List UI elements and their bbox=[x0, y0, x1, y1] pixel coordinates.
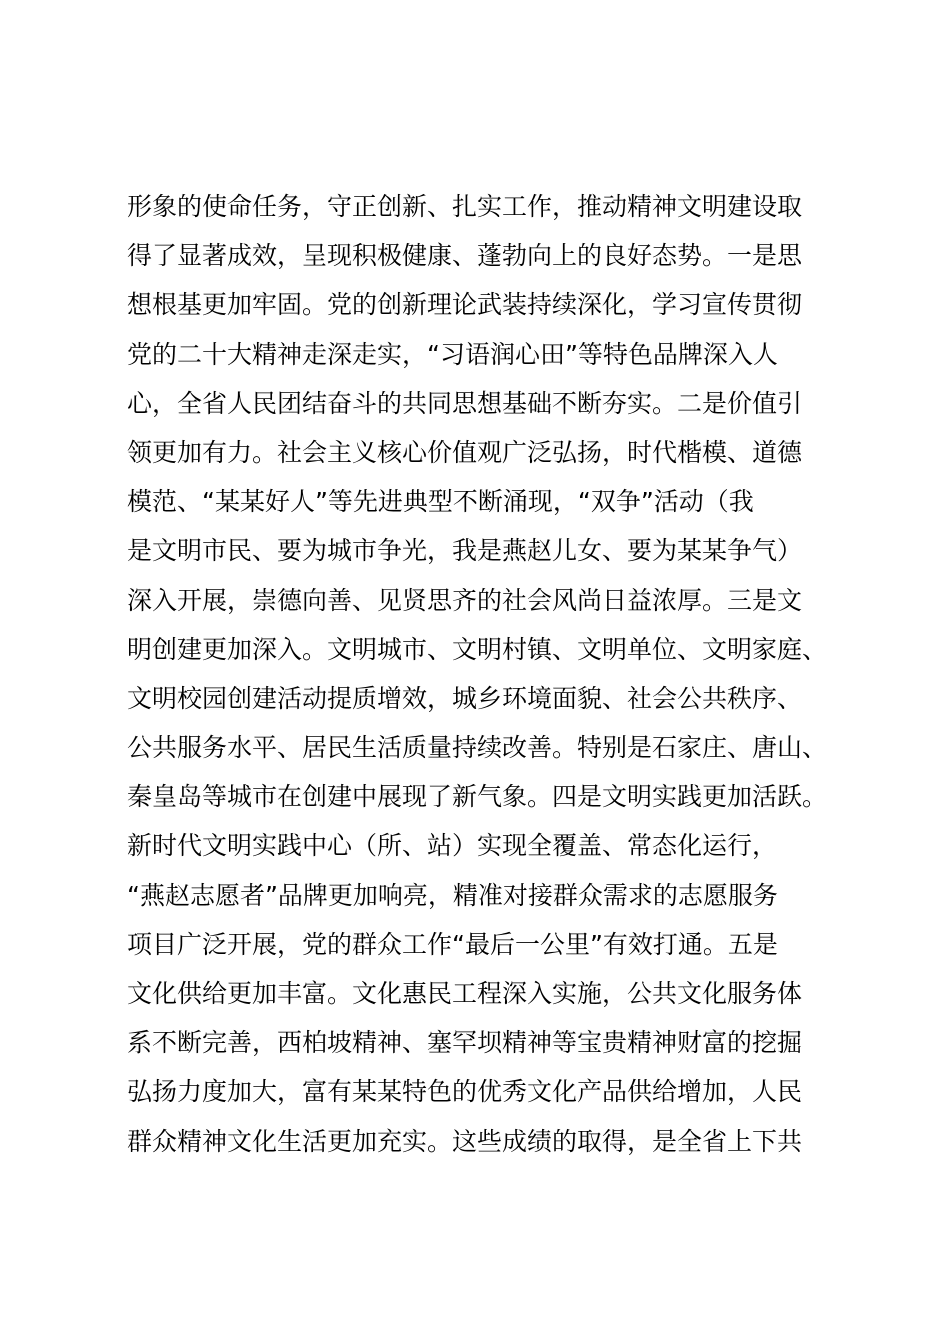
text-line: 深入开展，崇德向善、见贤思齐的社会风尚日益浓厚。三是文 bbox=[127, 585, 803, 615]
text-line: 领更加有力。社会主义核心价值观广泛弘扬，时代楷模、道德 bbox=[127, 437, 803, 467]
text-line: 文明校园创建活动提质增效，城乡环境面貌、社会公共秩序、 bbox=[127, 683, 803, 713]
text-line: 得了显著成效，呈现积极健康、蓬勃向上的良好态势。一是思 bbox=[127, 241, 803, 271]
text-line: 新时代文明实践中心（所、站）实现全覆盖、常态化运行， bbox=[127, 831, 778, 861]
text-line: 党的二十大精神走深走实，“习语润心田”等特色品牌深入人 bbox=[127, 339, 778, 369]
text-line: 弘扬力度加大，富有某某特色的优秀文化产品供给增加，人民 bbox=[127, 1077, 803, 1107]
text-line: 群众精神文化生活更加充实。这些成绩的取得，是全省上下共 bbox=[127, 1126, 803, 1156]
text-line: 公共服务水平、居民生活质量持续改善。特别是石家庄、唐山、 bbox=[127, 733, 828, 763]
text-line: 想根基更加牢固。党的创新理论武装持续深化，学习宣传贯彻 bbox=[127, 290, 803, 320]
text-line: 心，全省人民团结奋斗的共同思想基础不断夯实。二是价值引 bbox=[127, 388, 803, 418]
text-line: 文化供给更加丰富。文化惠民工程深入实施，公共文化服务体 bbox=[127, 979, 803, 1008]
body-paragraph bbox=[127, 182, 847, 1166]
text-line: 是文明市民、要为城市争光，我是燕赵儿女、要为某某争气） bbox=[127, 536, 803, 566]
text-line: 秦皇岛等城市在创建中展现了新气象。四是文明实践更加活跃。 bbox=[127, 782, 828, 812]
text-line: 模范、“某某好人”等先进典型不断涌现，“双争”活动（我 bbox=[127, 487, 754, 517]
text-line: 系不断完善，西柏坡精神、塞罕坝精神等宝贵精神财富的挖掘 bbox=[127, 1028, 803, 1058]
text-line: 明创建更加深入。文明城市、文明村镇、文明单位、文明家庭、 bbox=[127, 634, 828, 664]
text-line: “燕赵志愿者”品牌更加响亮，精准对接群众需求的志愿服务 bbox=[127, 880, 778, 910]
text-line: 项目广泛开展，党的群众工作“最后一公里”有效打通。五是 bbox=[127, 929, 778, 959]
text-line: 形象的使命任务，守正创新、扎实工作，推动精神文明建设取 bbox=[127, 192, 803, 221]
